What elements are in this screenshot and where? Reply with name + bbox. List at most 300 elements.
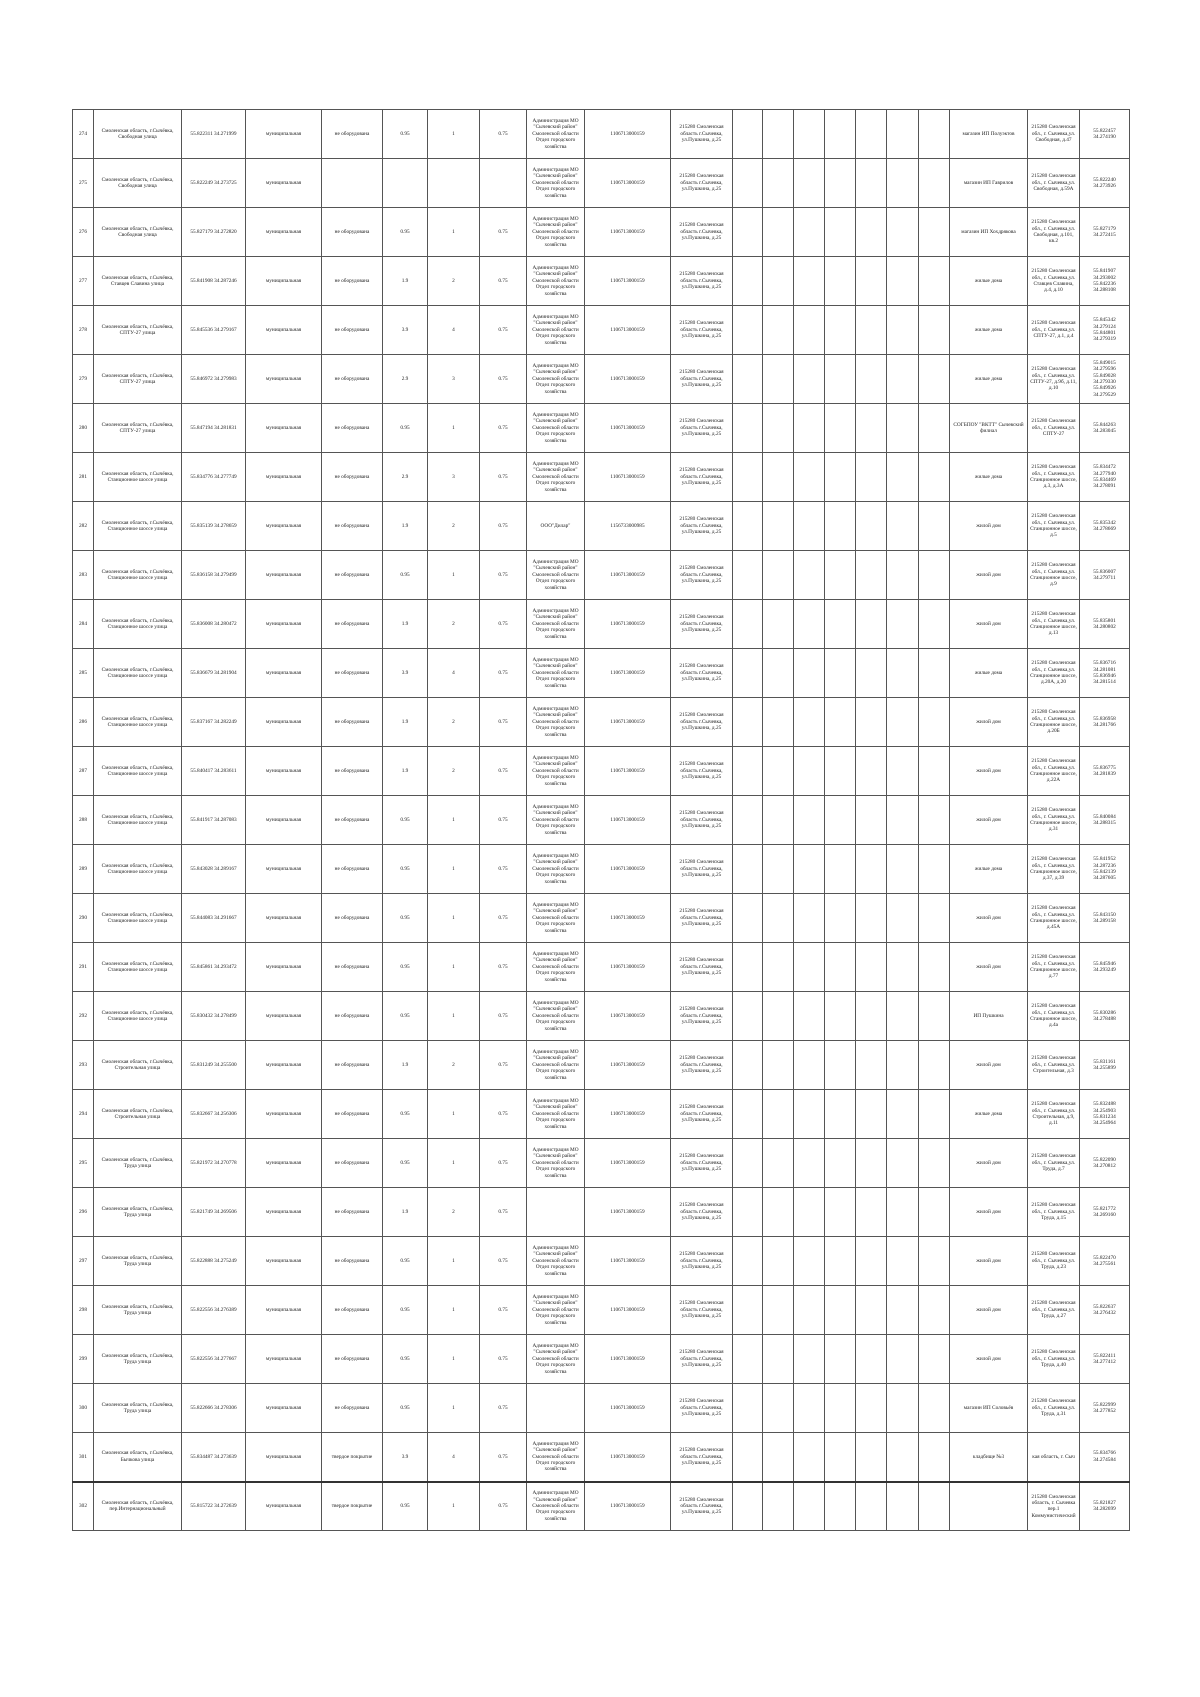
empty-cell xyxy=(856,1286,887,1335)
empty-cell xyxy=(887,159,919,208)
waste-source-coordinates-cell: 55.845946 34.293249 xyxy=(1080,943,1130,992)
site-coordinates-cell: 55.834487 34.273639 xyxy=(182,1433,246,1482)
waste-source-cell: жилой дом xyxy=(950,600,1028,649)
empty-cell xyxy=(887,453,919,502)
waste-source-coordinates-cell: 55.834472 34.277940 55.834469 34.278091 xyxy=(1080,453,1130,502)
table-row xyxy=(73,1335,1130,1384)
owner-ogrn-cell: 1106713000159 xyxy=(585,1237,671,1286)
empty-cell xyxy=(825,502,856,551)
surface-cell: не оборудована xyxy=(322,992,383,1041)
surface-cell: не оборудована xyxy=(322,845,383,894)
surface-cell: не оборудована xyxy=(322,943,383,992)
container-count-cell: 1 xyxy=(428,1139,480,1188)
waste-source-address-cell: 215280 Смоленская обл., г. Сычевка,ул. Труда, д.7 xyxy=(1028,1139,1080,1188)
empty-cell xyxy=(763,355,794,404)
waste-source-address-cell: 215280 Смоленская обл., г. Сычевка,ул. Станционное шоссе, д.3, д.3А xyxy=(1028,453,1080,502)
row-number-cell: 287 xyxy=(73,747,94,796)
waste-source-cell: жилой дом xyxy=(950,502,1028,551)
container-volume-cell xyxy=(480,159,527,208)
waste-source-cell: жилые дома xyxy=(950,306,1028,355)
empty-cell xyxy=(919,551,950,600)
container-count-cell xyxy=(428,159,480,208)
surface-cell: не оборудована xyxy=(322,1090,383,1139)
area-cell: 1.9 xyxy=(383,1188,428,1237)
empty-cell xyxy=(856,894,887,943)
empty-cell xyxy=(763,1433,794,1482)
ownership-cell: муниципальная xyxy=(246,1237,322,1286)
site-coordinates-cell: 55.836158 34.279499 xyxy=(182,551,246,600)
waste-source-address-cell: 215280 Смоленская обл., г. Сычевка,ул. Станционное шоссе, д.22А xyxy=(1028,747,1080,796)
owner-name-cell: Администрация МО "Сычевский район" Смоленской области Отдел городского хозяйства xyxy=(527,1482,585,1531)
container-volume-cell: 0.75 xyxy=(480,1041,527,1090)
container-volume-cell: 0.75 xyxy=(480,306,527,355)
waste-source-coordinates-cell: 55.843150 34.289158 xyxy=(1080,894,1130,943)
owner-ogrn-cell: 1106713000159 xyxy=(585,796,671,845)
surface-cell: не оборудована xyxy=(322,796,383,845)
empty-cell xyxy=(825,943,856,992)
table-row xyxy=(73,992,1130,1041)
site-address-cell: Смоленская область, г.Сычёвка, Станционное шоссе улица xyxy=(94,845,182,894)
area-cell: 0.95 xyxy=(383,943,428,992)
site-coordinates-cell: 55.841917 34.287083 xyxy=(182,796,246,845)
empty-cell xyxy=(794,600,825,649)
owner-address-cell: 215280 Смоленская область г.Сычевка, ул.Пушкина, д.25 xyxy=(671,747,733,796)
empty-cell xyxy=(825,845,856,894)
empty-cell xyxy=(794,1188,825,1237)
ownership-cell: муниципальная xyxy=(246,110,322,159)
container-count-cell: 3 xyxy=(428,453,480,502)
ownership-cell: муниципальная xyxy=(246,1090,322,1139)
empty-cell xyxy=(794,355,825,404)
owner-name-cell: Администрация МО "Сычевский район" Смоленской области Отдел городского хозяйства xyxy=(527,159,585,208)
area-cell: 0.95 xyxy=(383,992,428,1041)
waste-source-address-cell: 215280 Смоленская область, г. Сычевка пер.1 Коммунистический xyxy=(1028,1482,1080,1531)
owner-address-cell: 215280 Смоленская область г.Сычевка, ул.Пушкина, д.25 xyxy=(671,551,733,600)
row-number-cell: 283 xyxy=(73,551,94,600)
waste-source-address-cell: 215280 Смоленская обл., г. Сычевка,ул. Станционное шоссе, д.4а xyxy=(1028,992,1080,1041)
waste-source-address-cell: 215280 Смоленская обл., г. Сычевка,ул. Станционное шоссе, д.9 xyxy=(1028,551,1080,600)
empty-cell xyxy=(794,649,825,698)
site-coordinates-cell: 55.834776 34.277749 xyxy=(182,453,246,502)
owner-address-cell: 215280 Смоленская область г.Сычевка, ул.Пушкина, д.25 xyxy=(671,1188,733,1237)
site-address-cell: Смоленская область, г.Сычёвка, Строительная улица xyxy=(94,1090,182,1139)
empty-cell xyxy=(794,159,825,208)
container-volume-cell: 0.75 xyxy=(480,1286,527,1335)
empty-cell xyxy=(825,159,856,208)
area-cell: 1.9 xyxy=(383,1041,428,1090)
waste-source-cell: жилой дом xyxy=(950,551,1028,600)
row-number-cell: 282 xyxy=(73,502,94,551)
owner-ogrn-cell: 1106713000159 xyxy=(585,943,671,992)
table-row xyxy=(73,110,1130,159)
area-cell: 2.9 xyxy=(383,453,428,502)
empty-cell xyxy=(919,992,950,1041)
owner-ogrn-cell: 1106713000159 xyxy=(585,159,671,208)
empty-cell xyxy=(919,453,950,502)
empty-cell xyxy=(825,208,856,257)
empty-cell xyxy=(825,649,856,698)
table-row xyxy=(73,306,1130,355)
container-count-cell: 1 xyxy=(428,404,480,453)
empty-cell xyxy=(856,502,887,551)
waste-source-cell: жилой дом xyxy=(950,943,1028,992)
empty-cell xyxy=(733,159,763,208)
empty-cell xyxy=(887,1482,919,1531)
waste-source-coordinates-cell: 55.821772 34.269160 xyxy=(1080,1188,1130,1237)
empty-cell xyxy=(856,1188,887,1237)
empty-cell xyxy=(825,747,856,796)
row-number-cell: 299 xyxy=(73,1335,94,1384)
empty-cell xyxy=(825,306,856,355)
owner-name-cell: Администрация МО "Сычевский район" Смоленской области Отдел городского хозяйства xyxy=(527,943,585,992)
waste-source-cell: жилой дом xyxy=(950,1335,1028,1384)
owner-address-cell: 215280 Смоленская область г.Сычевка, ул.Пушкина, д.25 xyxy=(671,257,733,306)
container-count-cell: 1 xyxy=(428,992,480,1041)
waste-source-address-cell: 215280 Смоленская обл., г. Сычевка,ул. Станционное шоссе, д.45А xyxy=(1028,894,1080,943)
surface-cell: не оборудована xyxy=(322,1237,383,1286)
empty-cell xyxy=(887,1384,919,1433)
ownership-cell: муниципальная xyxy=(246,1384,322,1433)
empty-cell xyxy=(763,1335,794,1384)
owner-ogrn-cell: 1106713000159 xyxy=(585,1041,671,1090)
table-row xyxy=(73,355,1130,404)
row-number-cell: 300 xyxy=(73,1384,94,1433)
owner-name-cell: Администрация МО "Сычевский район" Смоленской области Отдел городского хозяйства xyxy=(527,1433,585,1482)
waste-source-address-cell: 215280 Смоленская обл., г. Сычевка,ул. Труда, д.15 xyxy=(1028,1188,1080,1237)
empty-cell xyxy=(763,257,794,306)
empty-cell xyxy=(856,649,887,698)
container-count-cell: 1 xyxy=(428,845,480,894)
empty-cell xyxy=(733,649,763,698)
empty-cell xyxy=(919,698,950,747)
empty-cell xyxy=(763,894,794,943)
empty-cell xyxy=(733,943,763,992)
site-address-cell: Смоленская область, г.Сычёвка, СПТУ-27 улица xyxy=(94,355,182,404)
area-cell: 3.9 xyxy=(383,649,428,698)
waste-source-address-cell: 215280 Смоленская обл., г. Сычевка,ул. Свободная, д.47 xyxy=(1028,110,1080,159)
container-volume-cell: 0.75 xyxy=(480,600,527,649)
site-address-cell: Смоленская область, г.Сычёвка, Труда улица xyxy=(94,1188,182,1237)
ownership-cell: муниципальная xyxy=(246,1041,322,1090)
waste-source-cell: магазин ИП Гаврилов xyxy=(950,159,1028,208)
waste-source-address-cell: 215280 Смоленская обл., г. Сычевка,ул. Труда, д.40 xyxy=(1028,1335,1080,1384)
owner-ogrn-cell: 1106713000159 xyxy=(585,355,671,404)
ownership-cell: муниципальная xyxy=(246,1139,322,1188)
row-number-cell: 285 xyxy=(73,649,94,698)
row-number-cell: 292 xyxy=(73,992,94,1041)
empty-cell xyxy=(794,453,825,502)
area-cell: 0.95 xyxy=(383,1482,428,1531)
container-count-cell: 1 xyxy=(428,208,480,257)
empty-cell xyxy=(856,110,887,159)
empty-cell xyxy=(763,453,794,502)
owner-address-cell: 215280 Смоленская область г.Сычевка, ул.Пушкина, д.25 xyxy=(671,894,733,943)
ownership-cell: муниципальная xyxy=(246,208,322,257)
area-cell: 3.9 xyxy=(383,306,428,355)
empty-cell xyxy=(733,600,763,649)
surface-cell: не оборудована xyxy=(322,1188,383,1237)
empty-cell xyxy=(763,747,794,796)
waste-source-cell: магазин ИП Полуэктов xyxy=(950,110,1028,159)
waste-source-address-cell: 215280 Смоленская обл., г. Сычевка,ул. Свободная, д.59А xyxy=(1028,159,1080,208)
row-number-cell: 295 xyxy=(73,1139,94,1188)
site-address-cell: Смоленская область, г.Сычёвка, Станционное шоссе улица xyxy=(94,992,182,1041)
row-number-cell: 276 xyxy=(73,208,94,257)
empty-cell xyxy=(887,1188,919,1237)
owner-name-cell: Администрация МО "Сычевский район" Смоленской области Отдел городского хозяйства xyxy=(527,600,585,649)
waste-source-cell: жилой дом xyxy=(950,1237,1028,1286)
empty-cell xyxy=(887,404,919,453)
site-coordinates-cell: 55.815722 34.272639 xyxy=(182,1482,246,1531)
site-coordinates-cell: 55.846972 34.279983 xyxy=(182,355,246,404)
area-cell: 0.95 xyxy=(383,894,428,943)
container-volume-cell: 0.75 xyxy=(480,110,527,159)
empty-cell xyxy=(825,355,856,404)
waste-source-cell: кладбище №3 xyxy=(950,1433,1028,1482)
empty-cell xyxy=(887,1090,919,1139)
table-row xyxy=(73,1237,1130,1286)
waste-source-cell: жилой дом xyxy=(950,1286,1028,1335)
container-count-cell: 2 xyxy=(428,698,480,747)
owner-address-cell: 215280 Смоленская область г.Сычевка, ул.Пушкина, д.25 xyxy=(671,208,733,257)
surface-cell: не оборудована xyxy=(322,551,383,600)
empty-cell xyxy=(825,1041,856,1090)
site-coordinates-cell: 55.844083 34.291667 xyxy=(182,894,246,943)
table-row xyxy=(73,894,1130,943)
site-address-cell: Смоленская область, г.Сычёвка, Станционное шоссе улица xyxy=(94,453,182,502)
empty-cell xyxy=(794,208,825,257)
owner-address-cell: 215280 Смоленская область г.Сычевка, ул.Пушкина, д.25 xyxy=(671,502,733,551)
site-coordinates-cell: 55.845861 34.293472 xyxy=(182,943,246,992)
empty-cell xyxy=(887,943,919,992)
waste-source-coordinates-cell: 55.822637 34.276432 xyxy=(1080,1286,1130,1335)
container-volume-cell: 0.75 xyxy=(480,1482,527,1531)
owner-ogrn-cell: 1106713000159 xyxy=(585,649,671,698)
ownership-cell: муниципальная xyxy=(246,1188,322,1237)
owner-ogrn-cell: 1106713000159 xyxy=(585,208,671,257)
empty-cell xyxy=(856,1384,887,1433)
empty-cell xyxy=(919,1433,950,1482)
owner-address-cell: 215280 Смоленская область г.Сычевка, ул.Пушкина, д.25 xyxy=(671,992,733,1041)
owner-address-cell: 215280 Смоленская область г.Сычевка, ул.Пушкина, д.25 xyxy=(671,1482,733,1531)
owner-address-cell: 215280 Смоленская область г.Сычевка, ул.Пушкина, д.25 xyxy=(671,1286,733,1335)
container-count-cell: 1 xyxy=(428,1237,480,1286)
container-volume-cell: 0.75 xyxy=(480,355,527,404)
owner-name-cell: ООО"Дилар" xyxy=(527,502,585,551)
empty-cell xyxy=(794,257,825,306)
table-row xyxy=(73,649,1130,698)
row-number-cell: 290 xyxy=(73,894,94,943)
ownership-cell: муниципальная xyxy=(246,845,322,894)
empty-cell xyxy=(794,1433,825,1482)
empty-cell xyxy=(919,1335,950,1384)
empty-cell xyxy=(887,208,919,257)
owner-name-cell: Администрация МО "Сычевский район" Смоленской области Отдел городского хозяйства xyxy=(527,992,585,1041)
owner-name-cell: Администрация МО "Сычевский район" Смоленской области Отдел городского хозяйства xyxy=(527,894,585,943)
owner-ogrn-cell: 1106713000159 xyxy=(585,110,671,159)
waste-source-address-cell: 215280 Смоленская обл., г. Сычевка,ул. Станционное шоссе, д.20А, д.20 xyxy=(1028,649,1080,698)
owner-address-cell: 215280 Смоленская область г.Сычевка, ул.Пушкина, д.25 xyxy=(671,845,733,894)
waste-source-coordinates-cell: 55.836958 34.281766 xyxy=(1080,698,1130,747)
owner-ogrn-cell: 1106713000159 xyxy=(585,453,671,502)
container-count-cell: 2 xyxy=(428,502,480,551)
row-number-cell: 289 xyxy=(73,845,94,894)
ownership-cell: муниципальная xyxy=(246,992,322,1041)
empty-cell xyxy=(887,551,919,600)
empty-cell xyxy=(794,1041,825,1090)
empty-cell xyxy=(763,1286,794,1335)
container-count-cell: 3 xyxy=(428,355,480,404)
owner-ogrn-cell: 1106713000159 xyxy=(585,1433,671,1482)
table-row xyxy=(73,404,1130,453)
site-address-cell: Смоленская область, г.Сычёвка, Свободная улица xyxy=(94,159,182,208)
owner-name-cell: Администрация МО "Сычевский район" Смоленской области Отдел городского хозяйства xyxy=(527,747,585,796)
container-volume-cell: 0.75 xyxy=(480,1090,527,1139)
container-count-cell: 4 xyxy=(428,649,480,698)
site-coordinates-cell: 55.822556 34.277667 xyxy=(182,1335,246,1384)
area-cell: 0.95 xyxy=(383,1237,428,1286)
empty-cell xyxy=(794,404,825,453)
table-row xyxy=(73,502,1130,551)
site-address-cell: Смоленская область, г.Сычёвка, Бычкова улица xyxy=(94,1433,182,1482)
empty-cell xyxy=(763,208,794,257)
ownership-cell: муниципальная xyxy=(246,404,322,453)
site-coordinates-cell: 55.836008 34.280472 xyxy=(182,600,246,649)
empty-cell xyxy=(919,894,950,943)
surface-cell: не оборудована xyxy=(322,747,383,796)
ownership-cell: муниципальная xyxy=(246,355,322,404)
owner-name-cell: Администрация МО "Сычевский район" Смоленской области Отдел городского хозяйства xyxy=(527,1041,585,1090)
site-coordinates-cell: 55.841908 34.287246 xyxy=(182,257,246,306)
container-count-cell: 1 xyxy=(428,551,480,600)
empty-cell xyxy=(887,992,919,1041)
waste-source-coordinates-cell: 55.836007 34.279711 xyxy=(1080,551,1130,600)
owner-ogrn-cell: 1106713000159 xyxy=(585,894,671,943)
empty-cell xyxy=(763,1139,794,1188)
waste-source-cell: жилой дом xyxy=(950,698,1028,747)
empty-cell xyxy=(825,1139,856,1188)
empty-cell xyxy=(887,1433,919,1482)
waste-source-address-cell: 215280 Смоленская обл., г. Сычевка,ул. Свободная, д.101, кв.2 xyxy=(1028,208,1080,257)
surface-cell: не оборудована xyxy=(322,600,383,649)
waste-source-address-cell: 215280 Смоленская обл., г. Сычевка,ул. Станционное шоссе, д.20Б xyxy=(1028,698,1080,747)
empty-cell xyxy=(794,943,825,992)
row-number-cell: 288 xyxy=(73,796,94,845)
empty-cell xyxy=(856,796,887,845)
empty-cell xyxy=(887,1139,919,1188)
surface-cell: не оборудована xyxy=(322,208,383,257)
empty-cell xyxy=(794,110,825,159)
owner-address-cell: 215280 Смоленская область г.Сычевка, ул.Пушкина, д.25 xyxy=(671,943,733,992)
waste-source-cell xyxy=(950,1482,1028,1531)
empty-cell xyxy=(919,1384,950,1433)
surface-cell: не оборудована xyxy=(322,1041,383,1090)
container-count-cell: 1 xyxy=(428,796,480,845)
site-coordinates-cell: 55.822311 34.271999 xyxy=(182,110,246,159)
owner-address-cell: 215280 Смоленская область г.Сычевка, ул.Пушкина, д.25 xyxy=(671,1335,733,1384)
ownership-cell: муниципальная xyxy=(246,1482,322,1531)
owner-name-cell: Администрация МО "Сычевский район" Смоленской области Отдел городского хозяйства xyxy=(527,1335,585,1384)
empty-cell xyxy=(887,1237,919,1286)
site-coordinates-cell: 55.843028 34.289167 xyxy=(182,845,246,894)
row-number-cell: 302 xyxy=(73,1482,94,1531)
owner-address-cell: 215280 Смоленская область г.Сычевка, ул.Пушкина, д.25 xyxy=(671,796,733,845)
empty-cell xyxy=(856,1139,887,1188)
owner-ogrn-cell: 1106713000159 xyxy=(585,404,671,453)
owner-ogrn-cell: 1106713000159 xyxy=(585,1384,671,1433)
site-address-cell: Смоленская область, г.Сычёвка, Станционное шоссе улица xyxy=(94,551,182,600)
waste-source-address-cell: 215280 Смоленская обл., г. Сычевка,ул. СПТУ-27 xyxy=(1028,404,1080,453)
empty-cell xyxy=(763,502,794,551)
waste-source-cell: жилые дома xyxy=(950,355,1028,404)
ownership-cell: муниципальная xyxy=(246,1335,322,1384)
site-coordinates-cell: 55.847194 34.281831 xyxy=(182,404,246,453)
owner-ogrn-cell: 1106713000159 xyxy=(585,551,671,600)
owner-ogrn-cell: 1106713000159 xyxy=(585,1335,671,1384)
container-volume-cell: 0.75 xyxy=(480,992,527,1041)
empty-cell xyxy=(733,1041,763,1090)
waste-source-coordinates-cell: 55.832488 34.254903 55.831234 34.254964 xyxy=(1080,1090,1130,1139)
table-row xyxy=(73,1188,1130,1237)
empty-cell xyxy=(825,796,856,845)
owner-name-cell xyxy=(527,1188,585,1237)
owner-ogrn-cell: 1106713000159 xyxy=(585,257,671,306)
owner-address-cell: 215280 Смоленская область г.Сычевка, ул.Пушкина, д.25 xyxy=(671,404,733,453)
site-address-cell: Смоленская область, г.Сычёвка, Станционное шоссе улица xyxy=(94,943,182,992)
owner-name-cell: Администрация МО "Сычевский район" Смоленской области Отдел городского хозяйства xyxy=(527,1286,585,1335)
empty-cell xyxy=(794,1237,825,1286)
surface-cell: не оборудована xyxy=(322,894,383,943)
site-coordinates-cell: 55.840417 34.283611 xyxy=(182,747,246,796)
empty-cell xyxy=(825,992,856,1041)
surface-cell: твердое покрытие xyxy=(322,1482,383,1531)
waste-source-coordinates-cell: 55.822090 34.270812 xyxy=(1080,1139,1130,1188)
row-number-cell: 301 xyxy=(73,1433,94,1482)
surface-cell: не оборудована xyxy=(322,355,383,404)
container-volume-cell: 0.75 xyxy=(480,1433,527,1482)
table-row xyxy=(73,747,1130,796)
waste-source-coordinates-cell: 55.840084 34.288315 xyxy=(1080,796,1130,845)
empty-cell xyxy=(856,257,887,306)
empty-cell xyxy=(919,600,950,649)
empty-cell xyxy=(887,110,919,159)
waste-source-address-cell: кая область, г. Сыч xyxy=(1028,1433,1080,1482)
owner-name-cell: Администрация МО "Сычевский район" Смоленской области Отдел городского хозяйства xyxy=(527,1090,585,1139)
empty-cell xyxy=(856,600,887,649)
table-row xyxy=(73,1041,1130,1090)
row-number-cell: 296 xyxy=(73,1188,94,1237)
container-volume-cell: 0.75 xyxy=(480,551,527,600)
container-volume-cell: 0.75 xyxy=(480,649,527,698)
empty-cell xyxy=(825,551,856,600)
waste-source-coordinates-cell: 55.836775 34.281839 xyxy=(1080,747,1130,796)
empty-cell xyxy=(887,1335,919,1384)
owner-ogrn-cell: 1106713000159 xyxy=(585,1139,671,1188)
empty-cell xyxy=(856,1041,887,1090)
surface-cell: не оборудована xyxy=(322,649,383,698)
container-sites-table xyxy=(72,109,1130,1531)
empty-cell xyxy=(794,992,825,1041)
empty-cell xyxy=(733,796,763,845)
table-row xyxy=(73,453,1130,502)
owner-ogrn-cell: 1106713000159 xyxy=(585,845,671,894)
container-count-cell: 2 xyxy=(428,747,480,796)
owner-ogrn-cell: 1106713000159 xyxy=(585,1482,671,1531)
empty-cell xyxy=(794,1335,825,1384)
ownership-cell: муниципальная xyxy=(246,159,322,208)
empty-cell xyxy=(733,502,763,551)
site-address-cell: Смоленская область, г.Сычёвка, Труда улица xyxy=(94,1139,182,1188)
